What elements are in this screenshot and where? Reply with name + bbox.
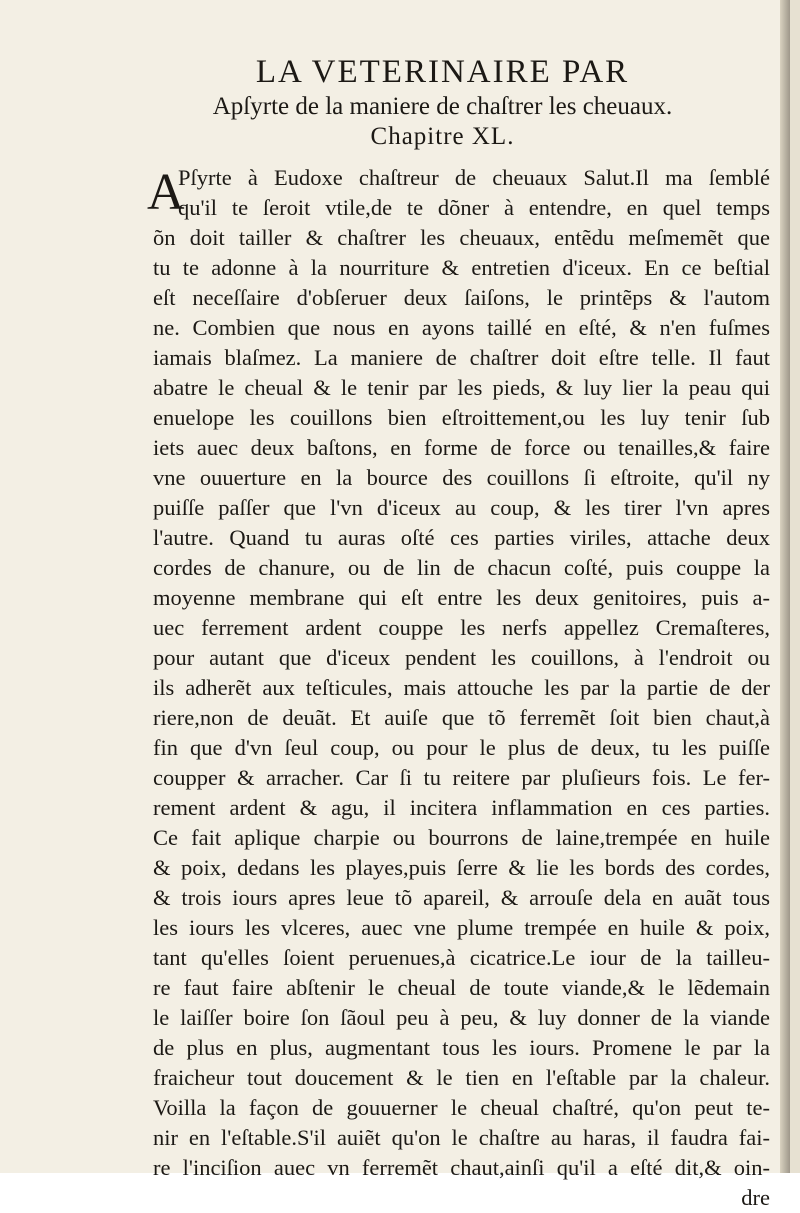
text-line: re faut faire abſtenir le cheual de toute viande,& le lẽdemain [153, 975, 770, 1000]
text-line: tu te adonne à la nourriture & entretien d'iceux. En ce beſtial [153, 255, 770, 280]
text-line: iets auec deux baſtons, en forme de force ou tenailles,& faire [153, 435, 770, 460]
text-line: riere,non de deuãt. Et auiſe que tõ ferremẽt ſoit bien chaut,à [153, 705, 770, 730]
drop-cap: A [147, 164, 185, 221]
text-line: tant qu'elles ſoient peruenues,à cicatrice.Le iour de la tailleu- [153, 945, 770, 970]
text-line: & trois iours apres leue tõ apareil, & arrouſe dela en auãt tous [153, 885, 770, 910]
text-line: Ce fait aplique charpie ou bourrons de laine,trempée en huile [153, 825, 770, 850]
text-line: õn doit tailler & chaſtrer les cheuaux, entẽdu meſmemẽt que [153, 225, 770, 250]
text-line: le laiſſer boire ſon ſãoul peu à peu, & luy donner de la viande [153, 1005, 770, 1030]
text-line: l'autre. Quand tu auras oſté ces parties viriles, attache deux [153, 525, 770, 550]
chapter-body-text [147, 163, 770, 1213]
text-line: fraicheur tout doucement & le tien en l'eſtable par la chaleur. [153, 1065, 770, 1090]
text-line: qu'il te ſeroit vtile,de te dõner à entendre, en quel temps [178, 195, 770, 220]
text-line: ne. Combien que nous en ayons taillé en eſté, & n'en fuſmes [153, 315, 770, 340]
catchword: dre [741, 1185, 770, 1210]
chapter-number: Chapitre XL. [370, 123, 515, 150]
page-gutter-edge [780, 0, 790, 1173]
text-line: coupper & arracher. Car ſi tu reitere par pluſieurs fois. Le fer- [153, 765, 770, 790]
text-line: & poix, dedans les playes,puis ſerre & lie les bords des cordes, [153, 855, 770, 880]
text-line: fin que d'vn ſeul coup, ou pour le plus de deux, tu les puiſſe [153, 735, 770, 760]
text-line: enuelope les couillons bien eſtroittement,ou les luy tenir ſub [153, 405, 770, 430]
text-line: rement ardent & agu, il incitera inflammation en ces parties. [153, 795, 770, 820]
text-line: de plus en plus, augmentant tous les iours. Promene le par la [153, 1035, 770, 1060]
text-line: moyenne membrane qui eſt entre les deux genitoires, puis a- [153, 585, 770, 610]
text-line: Voilla la façon de gouuerner le cheual chaſtré, qu'on peut te- [153, 1095, 770, 1120]
text-line: nir en l'eſtable.S'il auiẽt qu'on le chaſtre au haras, il faudra fai- [153, 1125, 770, 1150]
text-line: iamais blaſmez. La maniere de chaſtrer doit eſtre telle. Il faut [153, 345, 770, 370]
text-line: cordes de chanure, ou de lin de chacun coſté, puis couppe la [153, 555, 770, 580]
text-line: abatre le cheual & le tenir par les pieds, & luy lier la peau qui [153, 375, 770, 400]
text-line: les iours les vlceres, auec vne plume trempée en huile & poix, [153, 915, 770, 940]
text-line: re l'inciſion auec vn ferremẽt chaut,ainſi qu'il a eſté dit,& oin- [153, 1155, 770, 1180]
text-line: pour autant que d'iceux pendent les couillons, à l'endroit ou [153, 645, 770, 670]
text-line: puiſſe paſſer que l'vn d'iceux au coup, & les tirer l'vn apres [153, 495, 770, 520]
text-line: Pſyrte à Eudoxe chaſtreur de cheuaux Salut.Il ma ſemblé [178, 165, 770, 190]
text-line: vne ouuerture en la bource des couillons ſi eſtroite, qu'il ny [153, 465, 770, 490]
text-line: ils adherẽt aux teſticules, mais attouche les par la partie de der [153, 675, 770, 700]
running-head: LA VETERINAIRE PAR [255, 54, 630, 90]
chapter-title: Apſyrte de la maniere de chaſtrer les cheuaux. [212, 93, 673, 120]
text-line: eſt neceſſaire d'obſeruer deux ſaiſons, le printẽps & l'autom [153, 285, 770, 310]
text-line: uec ferrement ardent couppe les nerfs appellez Cremaſteres, [153, 615, 770, 640]
